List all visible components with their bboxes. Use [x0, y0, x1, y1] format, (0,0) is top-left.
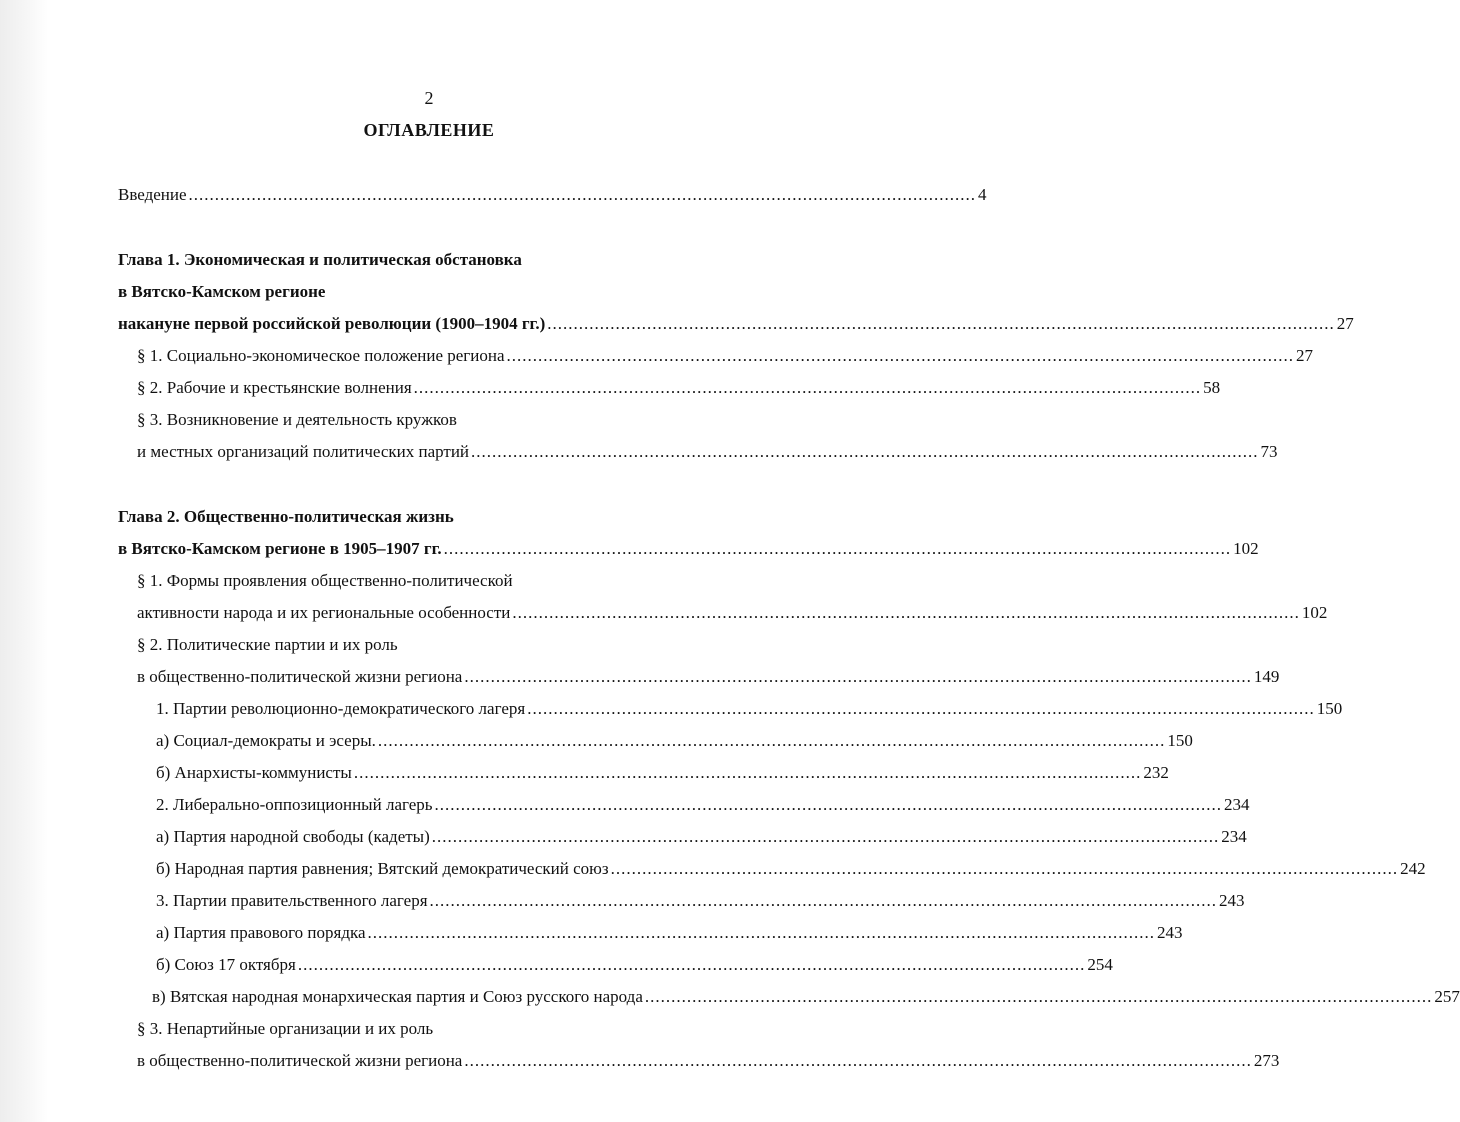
toc-entry-text: 3. Партии правительственного лагеря	[156, 891, 428, 910]
leader-dots: ......................................................................................................................................................	[527, 699, 1315, 718]
toc-entry-text: § 1. Социально-экономическое положение региона	[137, 346, 505, 365]
toc-entry-page: 242	[1400, 859, 1426, 878]
toc-entry-page: 232	[1143, 763, 1169, 782]
toc-entry-page: 254	[1087, 955, 1113, 974]
toc-entry-page: 243	[1219, 891, 1245, 910]
toc-entry-page: 150	[1316, 699, 1343, 718]
toc-entry-page: 58	[1203, 378, 1221, 397]
toc-entry-text: и местных организаций политических партий	[137, 442, 470, 461]
toc-section-2-3	[137, 1016, 433, 1042]
toc-entry-text: а) Социал-демократы и эсеры.	[156, 731, 376, 750]
toc-entry-page: 4	[978, 185, 987, 204]
toc-chapter-1-heading-line-3	[118, 311, 1354, 337]
toc-entry-page: 243	[1157, 923, 1183, 942]
page-number: 2	[424, 88, 434, 108]
leader-dots: ......................................................................................................................................................	[464, 1051, 1252, 1070]
toc-entry-text: а) Партия правового порядка	[156, 923, 366, 942]
toc-section-1-1	[137, 343, 1314, 369]
toc-entry-text: в Вятско-Камском регионе	[118, 282, 326, 301]
toc-subsection-2-b	[156, 856, 1426, 882]
toc-entry-introduction	[118, 182, 987, 208]
toc-entry-text: Глава 1. Экономическая и политическая обстановка	[118, 250, 522, 269]
toc-entry-page: 149	[1253, 667, 1280, 686]
toc-chapter-2-heading-line-2	[118, 536, 1259, 562]
leader-dots: ......................................................................................................................................................	[367, 923, 1156, 942]
toc-section-1-3	[137, 407, 457, 433]
toc-chapter-1-heading	[118, 247, 522, 273]
leader-dots: ......................................................................................................................................................	[353, 763, 1142, 782]
toc-entry-text: § 3. Возникновение и деятельность кружков	[137, 410, 457, 429]
toc-entry-page: 102	[1233, 539, 1259, 558]
toc-entry-text: § 1. Формы проявления общественно-политической	[137, 571, 513, 590]
toc-subsection-1-b	[156, 760, 1169, 786]
toc-entry-page: 234	[1224, 795, 1250, 814]
toc-entry-text: б) Анархисты-коммунисты	[156, 763, 352, 782]
leader-dots: ......................................................................................................................................................	[644, 987, 1433, 1006]
toc-entry-text: в Вятско-Камском регионе в 1905–1907 гг.	[118, 539, 442, 558]
toc-section-2-3-line-2	[137, 1048, 1280, 1074]
toc-entry-text: в общественно-политической жизни региона	[137, 667, 463, 686]
leader-dots: ......................................................................................................................................................	[506, 346, 1295, 365]
leader-dots: ......................................................................................................................................................	[377, 731, 1166, 750]
toc-entry-text: а) Партия народной свободы (кадеты)	[156, 827, 430, 846]
toc-entry-page: 27	[1296, 346, 1314, 365]
toc-subsection-1-a	[156, 728, 1193, 754]
toc-entry-text: Введение	[118, 185, 187, 204]
toc-entry-text: § 2. Рабочие и крестьянские волнения	[137, 378, 412, 397]
toc-entry-page: 273	[1253, 1051, 1280, 1070]
toc-section-1-3-line-2	[137, 439, 1278, 465]
toc-entry-text: в) Вятская народная монархическая партия и Союз русского народа	[152, 987, 643, 1006]
toc-title: ОГЛАВЛЕНИЕ	[363, 120, 495, 140]
toc-entry-page: 234	[1221, 827, 1247, 846]
toc-entry-text: Глава 2. Общественно-политическая жизнь	[118, 507, 454, 526]
toc-entry-page: 150	[1167, 731, 1193, 750]
toc-section-2-2-line-2	[137, 664, 1280, 690]
toc-subsection-3-b	[156, 952, 1113, 978]
leader-dots: ......................................................................................................................................................	[547, 314, 1335, 333]
leader-dots: ......................................................................................................................................................	[512, 603, 1300, 622]
toc-entry-text: б) Союз 17 октября	[156, 955, 296, 974]
toc-entry-text: § 3. Непартийные организации и их роль	[137, 1019, 434, 1038]
toc-entry-page: 27	[1336, 314, 1354, 333]
toc-entry-text: 2. Либерально-оппозиционный лагерь	[156, 795, 433, 814]
toc-entry-text: 1. Партии революционно-демократического лагеря	[156, 699, 526, 718]
toc-subsection-1	[156, 696, 1343, 722]
leader-dots: ......................................................................................................................................................	[188, 185, 977, 204]
toc-subsection-3-a	[156, 920, 1183, 946]
toc-section-1-2	[137, 375, 1221, 401]
toc-subsection-2-a	[156, 824, 1247, 850]
toc-entry-page: 73	[1260, 442, 1278, 461]
toc-entry-text: б) Народная партия равнения; Вятский демократический союз	[156, 859, 609, 878]
toc-section-2-1	[137, 568, 513, 594]
toc-entry-page: 257	[1434, 987, 1460, 1006]
toc-section-2-1-line-2	[137, 600, 1328, 626]
toc-subsection-3	[156, 888, 1245, 914]
toc-subsection-2	[156, 792, 1250, 818]
toc-entry-text: активности народа и их региональные особенности	[137, 603, 511, 622]
toc-entry-text: накануне первой российской революции (1900–1904 гг.)	[118, 314, 546, 333]
leader-dots: ......................................................................................................................................................	[471, 442, 1259, 461]
leader-dots: ......................................................................................................................................................	[610, 859, 1399, 878]
leader-dots: ......................................................................................................................................................	[429, 891, 1218, 910]
leader-dots: ......................................................................................................................................................	[431, 827, 1220, 846]
leader-dots: ......................................................................................................................................................	[434, 795, 1223, 814]
leader-dots: ......................................................................................................................................................	[443, 539, 1232, 558]
toc-section-2-2	[137, 632, 398, 658]
toc-chapter-1-heading-line-2	[118, 279, 325, 305]
toc-entry-text: § 2. Политические партии и их роль	[137, 635, 398, 654]
toc-entry-page: 102	[1301, 603, 1328, 622]
leader-dots: ......................................................................................................................................................	[297, 955, 1086, 974]
leader-dots: ......................................................................................................................................................	[464, 667, 1252, 686]
scan-shadow	[0, 0, 48, 1122]
toc-chapter-2-heading	[118, 504, 454, 530]
toc-subsection-3-c	[152, 984, 1460, 1010]
leader-dots: ......................................................................................................................................................	[413, 378, 1202, 397]
toc-entry-text: в общественно-политической жизни региона	[137, 1051, 463, 1070]
